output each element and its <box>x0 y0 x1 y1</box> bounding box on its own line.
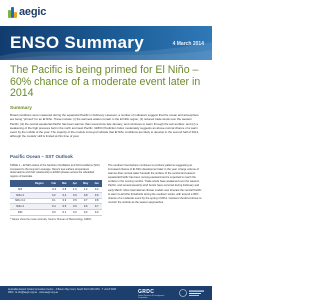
table-cell: Niño 4 <box>10 204 30 210</box>
table-cell: 0.6 <box>70 192 80 198</box>
table-note: * Values show the mean anomaly. Source: Bureau of Meteorology, GRDC. <box>10 217 92 221</box>
table-cell: 0.4 <box>59 192 70 198</box>
logo-mark-icon <box>8 7 17 18</box>
table-column <box>10 164 102 221</box>
footer <box>0 286 212 300</box>
section-subheading: Pacific Ocean – SST Outlook <box>10 154 73 159</box>
body-paragraph: The southern hemisphere continues to produce patterns suggesting an increased chance of El Niño development later in the year. A large volume of warmer-than-normal water beneath the surface of the central and eastern equatorial Pacific has been moving eastward and is expected to reach the surface in the coming months. Trade winds have weakened over the western Pacific, and several westerly wind bursts have occurred during February and early March. Most international climate models now forecast the central Pacific to warm to El Niño thresholds during the southern winter, with around a 60% chance of a moderate event by the spring of 2014. Growers should continue to monitor the outlook as the season approaches. <box>108 164 202 204</box>
aegic-logo <box>8 6 46 18</box>
table-cell: 0.7 <box>80 198 91 204</box>
table-cell: SOI <box>10 187 30 192</box>
table-cell: 0.8 <box>91 198 102 204</box>
table-header-cell: Mar <box>59 180 70 187</box>
table-cell: 0.2 <box>80 210 91 216</box>
grdc-subtitle: Grains Research & Development Corporation <box>138 295 165 300</box>
table-header-cell: Jun <box>91 180 102 187</box>
table-cell: 0.2 <box>49 192 60 198</box>
banner-date: 4 March 2014 <box>172 41 204 47</box>
table-header-cell <box>10 180 30 187</box>
table-cell: 0.8 <box>80 192 91 198</box>
table-cell: 0.1 <box>59 210 70 216</box>
table-cell: 0.6 <box>70 204 80 210</box>
logo-text: aegic <box>19 6 47 18</box>
grdc-logo: GRDC <box>138 289 155 295</box>
table-header-cell: Apr <box>70 180 80 187</box>
table-cell: 0.0 <box>49 210 60 216</box>
government-crest-icon <box>178 288 206 298</box>
footer-contact: Australian Export Grains Innovation Centre · 3 Baron-Hay Court, South Perth WA 6151 · T +61 8 6168 9900 · E info@aegic.org.au · www.aegic.org.au <box>8 288 116 295</box>
headline: The Pacific is being primed for El Niño – 60% chance of a moderate event later in 2014 <box>10 64 201 100</box>
title-banner <box>0 26 212 60</box>
table-cell: Niño 3.4 <box>10 198 30 204</box>
summary-heading: Summary <box>10 106 32 111</box>
table-cell: 0.1 <box>49 198 60 204</box>
table-cell: 0.4 <box>49 204 60 210</box>
table-caption: TABLE 1 – El Niño status of the Southern Oscillation and SOI conditions (SOI) compared to the long-term average. Recent sea surface temperature observations and their relationship to ENSO phases across the wheatbelt regions of Australia. <box>10 164 100 178</box>
table-cell <box>30 210 48 216</box>
table-cell: 0.8 <box>59 187 70 192</box>
table-cell: 1.6 <box>70 187 80 192</box>
table-header-row <box>10 180 102 187</box>
banner-title: ENSO Summary <box>10 33 144 52</box>
table-cell: 0.9 <box>91 192 102 198</box>
table-cell: -0.3 <box>49 187 60 192</box>
table-cell: 0.5 <box>59 204 70 210</box>
summary-paragraph: Broad conditions were measured during the equatorial Pacific in February. However, a number of indicators suggest that the ocean and atmosphere are being "primed" for an El Niño. These include: (i) the warmest waters remain in the El Niño region; (ii) reduced trade winds over the western Pacific; (iii) the central equatorial Pacific has been warmer than usual since late January, and continues to warm through the sub-surface; and (iv) a weakening of the high pressure belt in the north and west Pacific. GRDC Prediction Index moderately suggests an above-normal chance of a warm event by the middle of the year. The majority of the models surveyed indicate that El Niño conditions are likely to develop in the second half of 2014, although the models' skill is limited at this time of year. <box>10 113 199 139</box>
table-cell: 0.3 <box>91 210 102 216</box>
table-cell: 0.2 <box>70 210 80 216</box>
table-cell: 0.7 <box>91 204 102 210</box>
table-cell: 1.2 <box>80 187 91 192</box>
table-row <box>10 210 102 216</box>
table-header-cell: Region <box>30 180 48 187</box>
table-cell: Niño 3 <box>10 192 30 198</box>
table-header-cell: Feb <box>49 180 60 187</box>
table-cell: 0.4 <box>91 187 102 192</box>
table-header-cell: May <box>80 180 91 187</box>
table-cell: 0.5 <box>70 198 80 204</box>
table-cell: 0.6 <box>80 204 91 210</box>
table-cell: 0.3 <box>59 198 70 204</box>
table-cell: IOD <box>10 210 30 216</box>
enso-table <box>10 180 102 216</box>
